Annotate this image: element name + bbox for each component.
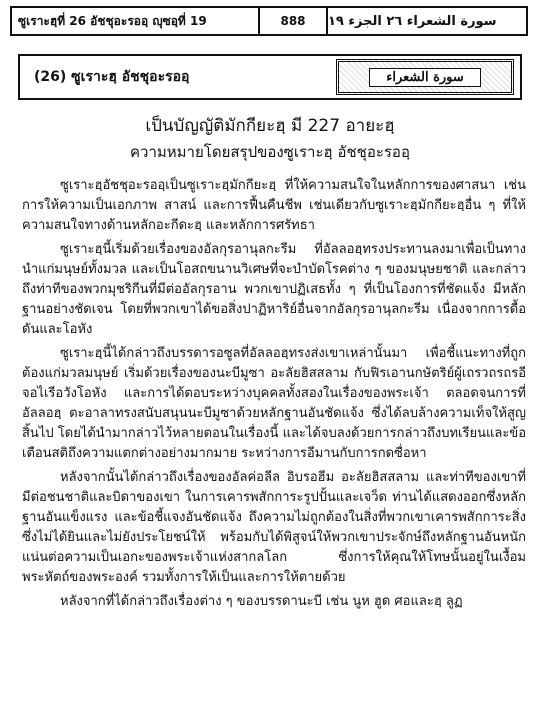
surah-title: (26) ซูเราะฮฺ อัชชุอะรออฺ	[34, 69, 190, 85]
header-arabic-surah: سورة الشعراء ٢٦ الجزء ١٩	[328, 13, 497, 29]
page-header	[10, 6, 528, 36]
paragraph: ซูเราะฮฺนี้ได้กล่าวถึงบรรดารอซูลที่อัลลอฮฺทรงส่งเขาเหล่านั้นมา เพื่อชี้แนะทางที่ถูกต้องแก่มวลมนุษย์ เริ่มด้วยเรื่องของนะบีมูซา อะลัยฮิสสลาม กับฟิรเอานกษัตริย์ผู้เถรวถรถรอีจอไเรีอวังโอหัง และการได้ตอบระหว่างบุคคลทั้งสองในเรื่องของพระเจ้า ตลอดจนการที่อัลลอฮฺ ตะอาลาทรงสนับสนุนนะบีมูซาด้วยหลักฐานอันชัดแจ้ง ซึ่งได้ลบล้างความเท็จให้สูญสิ้นไป โดยได้นำมากล่าวไว้หลายตอนในเรื่องนี้ และได้จบลงด้วยการกล่าวถึงบทเรียนและข้อเตือนสติถึงความแตกต่างอย่างมากมาย ระหว่างการอีมานกับการกดซื่อหา	[22, 346, 526, 461]
header-surah-info: ซูเราะฮฺที่ 26 อัชชุอะรออฺ ญุซอฺที่ 19	[12, 8, 260, 34]
revelation-heading: เป็นบัญญัติมักกียะฮฺ มี 227 อายะฮฺ	[145, 116, 395, 136]
body-text	[22, 176, 526, 616]
page-number: 888	[260, 8, 328, 34]
paragraph: หลังจากที่ได้กล่าวถึงเรื่องต่าง ๆ ของบรรดานะบี เช่น นูห ฮูด ศอและฮฺ ลูฏ	[60, 594, 463, 609]
ornament-calligraphy: سورة الشعراء	[369, 68, 481, 87]
paragraph: ซูเราะฮฺนี้เริ่มด้วยเรื่องของอัลกุรอานุลกะรีม ที่อัลลอฮฺทรงประทานลงมาเพื่อเป็นทางนำแก่มนุษย์ทั้งมวล และเป็นโอสถขนานวิเศษที่จะบำบัดโรคต่าง ๆ ของมนุษยชาติ และกล่าวถึงท่าทีของพวกมุชริกีนที่มีต่ออัลกุรอาน พวกเขาปฏิเสธทั้ง ๆ ที่เป็นโองการที่ชัดแจ้ง มีหลักฐานอย่างชัดเจน โดยที่พวกเขาได้ขอสิ่งปาฏิหาริย์อื่นจากอัลกุรอานุลกะรีม เนื่องจากการดื้อดันและโอหัง	[22, 242, 526, 337]
paragraph: ซูเราะฮฺอัชชุอะรออฺเป็นซูเราะฮฺมักกียะฮฺ ที่ให้ความสนใจในหลักการของศาสนา เช่น การให้ความเป็นเอกภาพ สาสน์ และการฟื้นคืนชีพ เช่นเดียวกับซูเราะฮฺมักกียะฮฺอื่น ๆ ที่ให้ความสนใจทางด้านหลักอะกีดะฮฺ และหลักการศรัทธา	[22, 178, 526, 233]
summary-heading: ความหมายโดยสรุปของซูเราะฮฺ อัชชุอะรออฺ	[130, 143, 410, 161]
surah-title-box	[18, 54, 522, 100]
surah-ornament	[336, 59, 514, 95]
paragraph: หลังจากนั้นได้กล่าวถึงเรื่องของอัลค่อลีล อิบรอฮีม อะลัยฮิสสลาม และท่าทีของเขาที่มีต่อชนชาติและบิดาของเขา ในการเคารพสักการะรูปปั้นและเจว็ด ท่านได้แสดงออกซึ่งหลักฐานอันแข็งแรง และข้อชี้แจงอันชัดแจ้ง ถึงความไม่ถูกต้องในสิ่งที่พวกเขาเคารพสักการะสิ่งซึ่งไม่ได้ยินและไม่ยังประโยชน์ให้ พร้อมกับได้พิสูจน์ให้พวกเขาประจักษ์ถึงหลักฐานอันหนักแน่นต่อความเป็นเอกะของพระเจ้าแห่งสากลโลก ซึ่งการให้คุณให้โทษนั้นอยู่ในเงื้อมพระหัตถ์ของพระองค์ รวมทั้งการให้เป็นและการให้ตายด้วย	[22, 470, 526, 585]
